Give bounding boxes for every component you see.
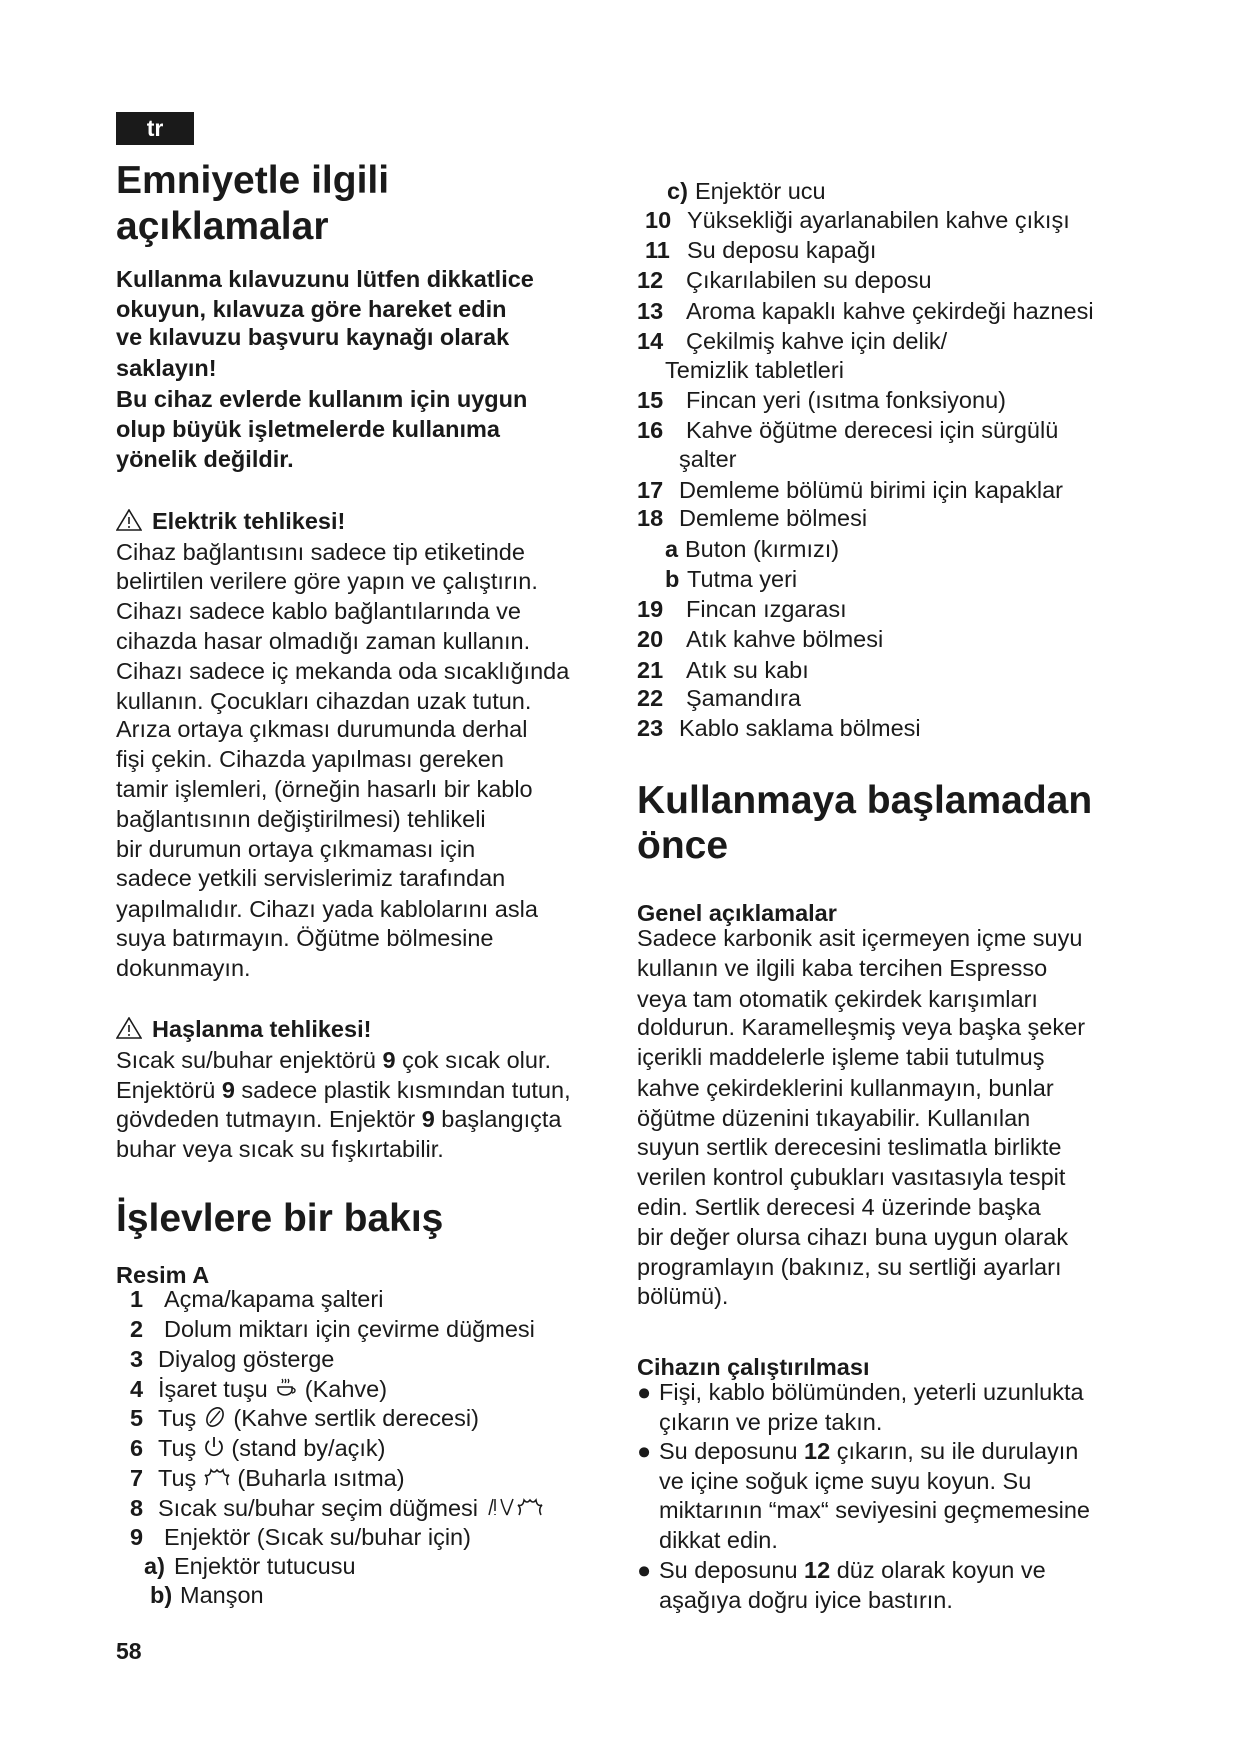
list-item: 8 Sıcak su/buhar seçim düğmesi [130,1493,557,1523]
electric-line: bağlantısının değiştirilmesi) tehlikeli [116,806,486,832]
general-line: bir değer olursa cihazı buna uygun olarak [637,1224,1069,1250]
warning-triangle-icon [116,509,142,531]
list-item: 22 Şamandıra [637,685,801,711]
operation-heading: Cihazın çalıştırılması [637,1354,870,1380]
list-item: 15 Fincan yeri (ısıtma fonksiyonu) [637,387,1006,413]
electric-hazard-heading [116,508,345,535]
electric-line: kullanın. Çocukları cihazdan uzak tutun. [116,688,532,714]
list-item: 18 Demleme bölmesi [637,505,868,531]
electric-line: Cihazı sadece kablo bağlantılarında ve [116,598,521,624]
scald-hazard-title: Haşlanma tehlikesi! [152,1016,372,1042]
intro-line: saklayın! [116,355,217,381]
list-item: 20 Atık kahve bölmesi [637,626,884,652]
warning-triangle-icon [116,1017,142,1039]
bullet-continuation: dikkat edin. [659,1527,778,1553]
electric-line: fişi çekin. Cihazda yapılması gereken [116,746,504,772]
coffee-bean-icon [203,1405,227,1429]
list-item: 7 Tuş (Buharla ısıtma) [130,1465,405,1491]
list-item: 4 İşaret tuşu (Kahve) [130,1376,388,1402]
list-item: c) Enjektör ucu [667,178,826,204]
list-item: 16 Kahve öğütme derecesi için sürgülü [637,417,1059,443]
figure-label: Resim A [116,1262,210,1288]
bullet-continuation: çıkarın ve prize takın. [659,1409,883,1435]
list-item: 10 Yüksekliği ayarlanabilen kahve çıkışı [645,207,1070,233]
bullet-item: ● Fişi, kablo bölümünden, yeterli uzunlukta [637,1379,1084,1405]
electric-line: sadece yetkili servislerimiz tarafından [116,865,506,891]
list-item: 2 Dolum miktarı için çevirme düğmesi [130,1316,535,1342]
list-item: 17 Demleme bölümü birimi için kapaklar [637,477,1063,503]
bullet-item: ● Su deposunu 12 çıkarın, su ile durulayın [637,1438,1079,1464]
list-item: 3 Diyalog gösterge [130,1346,335,1372]
intro-line: yönelik değildir. [116,446,294,472]
scald-line: Sıcak su/buhar enjektörü 9 çok sıcak olur. [116,1047,552,1073]
scald-hazard-heading [116,1016,371,1043]
hot-water-steam-selector-icon [485,1495,557,1519]
list-item: b) Manşon [150,1582,264,1608]
list-item: 5 Tuş (Kahve sertlik derecesi) [130,1405,479,1431]
steam-icon [203,1465,231,1489]
safety-title-line-1: Emniyetle ilgili [116,159,390,202]
coffee-cup-icon [274,1376,298,1400]
electric-line: Cihaz bağlantısını sadece tip etiketinde [116,539,525,565]
general-line: içerikli maddelerle işleme tabii tutulmuş [637,1044,1045,1070]
general-line: bölümü). [637,1283,729,1309]
general-line: Sadece karbonik asit içermeyen içme suyu [637,925,1083,951]
language-tag: tr [116,112,194,145]
general-notes-heading: Genel açıklamalar [637,900,837,926]
list-item: b Tutma yeri [665,566,798,592]
bullet-continuation: miktarının “max“ seviyesini geçmemesine [659,1497,1090,1523]
intro-line: ve kılavuzu başvuru kaynağı olarak [116,324,510,350]
general-line: verilen kontrol çubukları vasıtasıyla tespit [637,1164,1066,1190]
electric-line: cihazda hasar olmadığı zaman kullanın. [116,628,531,654]
power-icon [203,1435,225,1459]
list-item: 19 Fincan ızgarası [637,596,847,622]
bullet-continuation: aşağıya doğru iyice bastırın. [659,1587,953,1613]
list-item: 6 Tuş (stand by/açık) [130,1435,386,1461]
electric-line: Arıza ortaya çıkması durumunda derhal [116,716,528,742]
intro-line: okuyun, kılavuza göre hareket edin [116,296,507,322]
overview-title: İşlevlere bir bakış [116,1197,444,1240]
list-item: 1 Açma/kapama şalteri [130,1286,384,1312]
general-line: programlayın (bakınız, su sertliği ayarları [637,1254,1062,1280]
general-line: öğütme düzenini tıkayabilir. Kullanılan [637,1105,1031,1131]
intro-line: Kullanma kılavuzunu lütfen dikkatlice [116,266,534,292]
electric-line: belirtilen verilere göre yapın ve çalıştırın. [116,568,538,594]
general-line: veya tam otomatik çekirdek karışımları [637,986,1038,1012]
list-item: 23 Kablo saklama bölmesi [637,715,921,741]
bullet-continuation: ve içine soğuk içme suyu koyun. Su [659,1468,1032,1494]
electric-line: dokunmayın. [116,955,251,981]
general-line: kullanın ve ilgili kaba tercihen Espresso [637,955,1048,981]
electric-hazard-title: Elektrik tehlikesi! [152,508,346,534]
list-item: 13 Aroma kapaklı kahve çekirdeği haznesi [637,298,1094,324]
electric-line: bir durumun ortaya çıkmaması için [116,836,476,862]
electric-line: yapılmalıdır. Cihazı yada kablolarını asla [116,896,538,922]
list-item: a Buton (kırmızı) [665,536,840,562]
page-number: 58 [116,1638,142,1664]
list-item: 21 Atık su kabı [637,657,809,683]
scald-line: buhar veya sıcak su fışkırtabilir. [116,1136,444,1162]
intro-line: olup büyük işletmelerde kullanıma [116,416,500,442]
electric-line: suya batırmayın. Öğütme bölmesine [116,925,494,951]
list-item: 9 Enjektör (Sıcak su/buhar için) [130,1524,471,1550]
list-item: şalter [679,446,737,472]
general-line: edin. Sertlik derecesi 4 üzerinde başka [637,1194,1041,1220]
safety-title-line-2: açıklamalar [116,205,329,248]
list-item: 11 Su deposu kapağı [645,237,877,263]
scald-line: Enjektörü 9 sadece plastik kısmından tutun, [116,1077,571,1103]
scald-line: gövdeden tutmayın. Enjektör 9 başlangıçta [116,1106,562,1132]
bullet-item: ● Su deposunu 12 düz olarak koyun ve [637,1557,1046,1583]
list-item: 12 Çıkarılabilen su deposu [637,267,932,293]
before-use-title-line-1: Kullanmaya başlamadan [637,779,1093,822]
intro-line: Bu cihaz evlerde kullanım için uygun [116,386,528,412]
general-line: suyun sertlik derecesini teslimatla birlikte [637,1134,1062,1160]
list-item: Temizlik tabletleri [665,357,844,383]
general-line: doldurun. Karamelleşmiş veya başka şeker [637,1014,1086,1040]
electric-line: tamir işlemleri, (örneğin hasarlı bir kablo [116,776,533,802]
electric-line: Cihazı sadece iç mekanda oda sıcaklığında [116,658,570,684]
general-line: kahve çekirdeklerini kullanmayın, bunlar [637,1075,1054,1101]
list-item: a) Enjektör tutucusu [144,1553,356,1579]
before-use-title-line-2: önce [637,824,729,867]
list-item: 14 Çekilmiş kahve için delik/ [637,328,948,354]
